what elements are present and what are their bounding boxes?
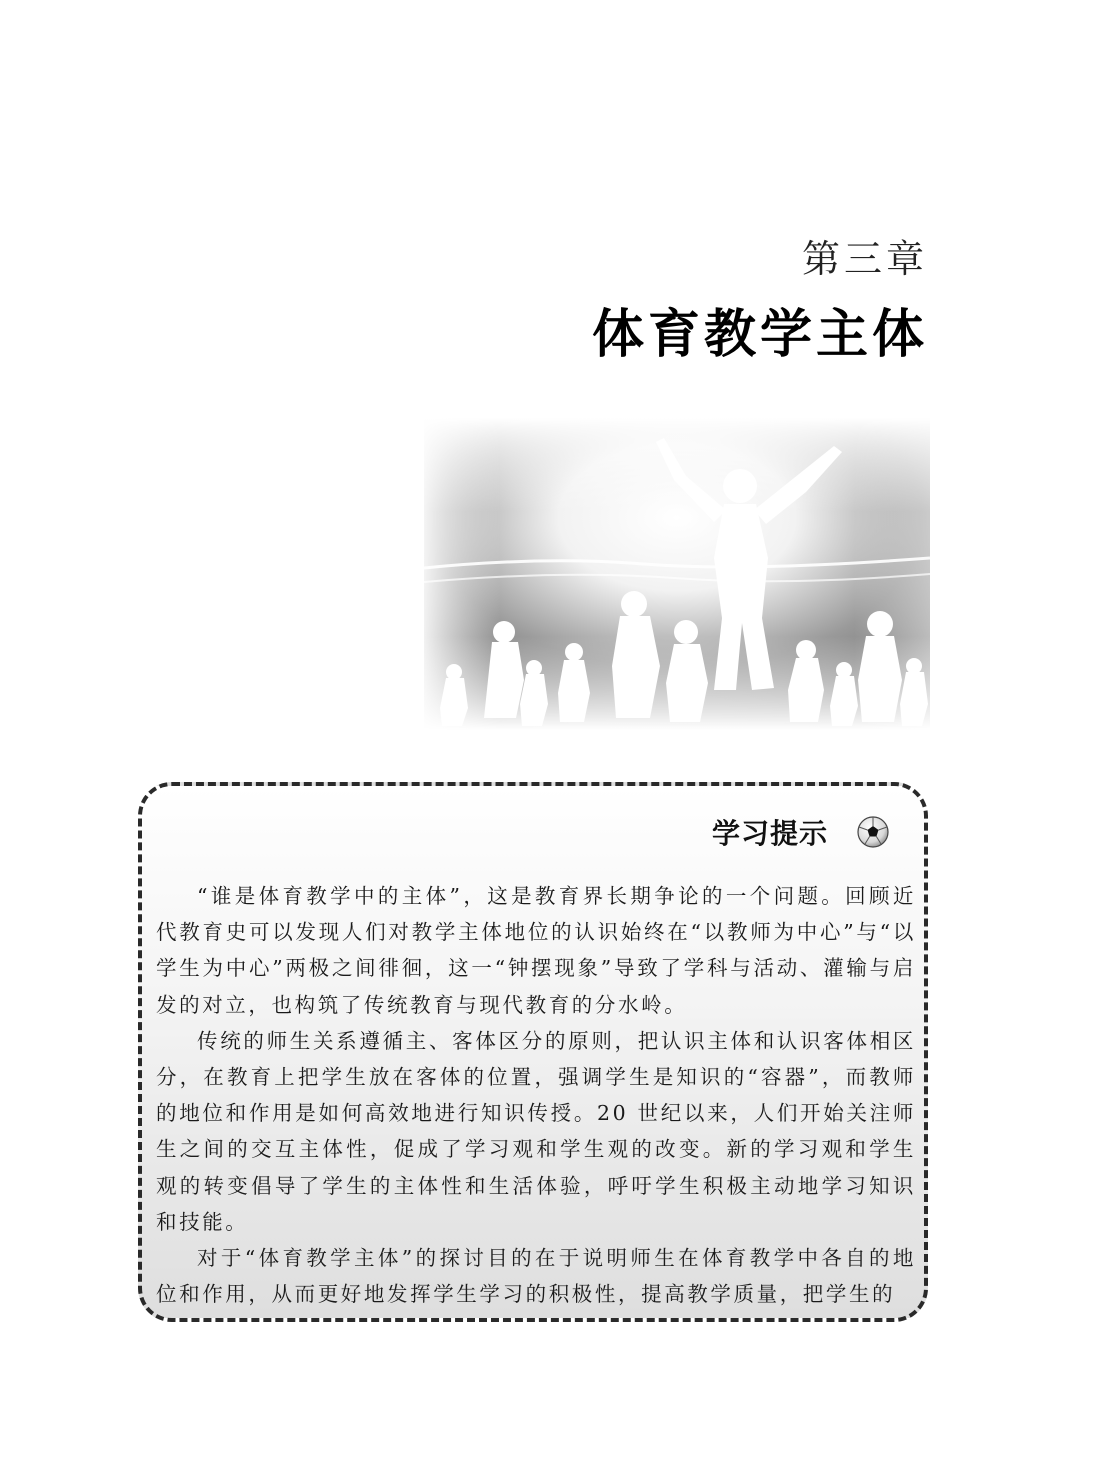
study-tip-paragraph: “谁是体育教学中的主体”，这是教育界长期争论的一个问题。回顾近代教育史可以发现人们对教学主体地位的认识始终在“以教师为中心”与“以学生为中心”两极之间徘徊，这一“钟摆现象”导致了学科与活动、灌输与启发的对立，也构筑了传统教育与现代教育的分水岭。 — [156, 884, 916, 1017]
celebrating-runners-silhouette-image — [424, 418, 930, 730]
study-tip-body — [156, 878, 916, 1312]
soccer-ball-icon — [856, 815, 890, 849]
study-tip-paragraph: 对于“体育教学主体”的探讨目的在于说明师生在体育教学中各自的地位和作用，从而更好地发挥学生学习的积极性，提高教学质量，把学生的 — [156, 1246, 916, 1307]
chapter-number: 第三章 — [801, 237, 928, 281]
study-tip-box — [138, 782, 928, 1322]
study-tip-header — [712, 812, 890, 852]
chapter-title: 体育教学主体 — [591, 305, 928, 365]
study-tip-title: 学习提示 — [711, 817, 828, 850]
study-tip-paragraph: 传统的师生关系遵循主、客体区分的原则，把认识主体和认识客体相区分，在教育上把学生放在客体的位置，强调学生是知识的“容器”，而教师的地位和作用是如何高效地进行知识传授。20 世纪以来，人们开始关注师生之间的交互主体性，促成了学习观和学生观的改变。新的学习观和学生观的转变倡导了学生的主体性和生活体验，呼吁学生积极主动地学习知识和技能。 — [156, 1028, 916, 1234]
